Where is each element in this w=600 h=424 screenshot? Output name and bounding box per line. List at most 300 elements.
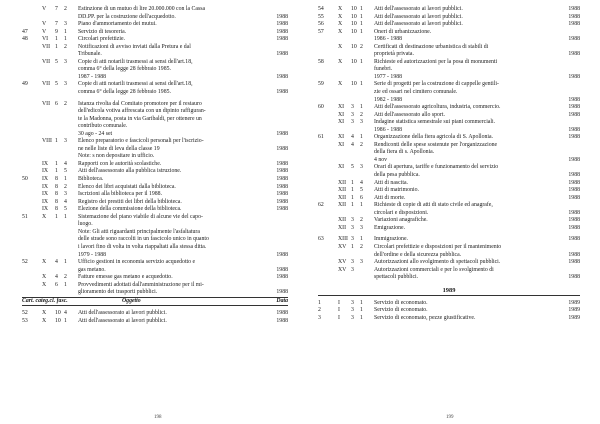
entry-row xyxy=(318,217,580,225)
entry-class: 3 xyxy=(351,104,354,111)
entry-date: 1988 xyxy=(276,51,288,58)
entry-fascicle: 1 xyxy=(64,36,67,43)
entry-row xyxy=(22,168,288,176)
entry-subject: Ufficio gestioni in economia servizio acquedotto e xyxy=(78,259,196,266)
entry-category: X xyxy=(338,43,343,50)
entry-subject: della fiera di s. Apollonia. xyxy=(374,149,435,156)
entry-subject: Certificati di destinazione urbanistica di stabili di xyxy=(374,43,489,50)
entry-subject: gas metano. xyxy=(78,266,106,273)
entry-row xyxy=(318,119,580,127)
entry-subject: Note: s non depositare in ufficio. xyxy=(78,153,155,160)
entry-category: XII xyxy=(338,224,347,231)
entry-category: VI xyxy=(42,36,49,43)
entry-row xyxy=(318,236,580,244)
entry-subject: 1987 - 1988 xyxy=(78,73,107,80)
entry-date: 1988 xyxy=(276,191,288,198)
entry-row xyxy=(318,259,580,267)
entry-row xyxy=(318,149,580,157)
entry-row xyxy=(22,101,288,109)
entry-category: X xyxy=(338,58,343,65)
entry-class: 5 xyxy=(55,58,58,65)
entry-number: 54 xyxy=(318,6,324,12)
entry-category: XII xyxy=(338,217,347,224)
entry-subject: luogo. xyxy=(78,221,93,228)
entry-number: 58 xyxy=(318,58,324,65)
entry-date: 1988 xyxy=(276,168,288,175)
entry-subject: Immigrazione. xyxy=(374,236,408,243)
entry-row xyxy=(22,6,288,14)
entry-row xyxy=(22,206,288,214)
entry-row xyxy=(318,97,580,105)
entry-number: 2 xyxy=(318,307,321,314)
entry-class: 4 xyxy=(55,274,58,281)
entry-fascicle: 1 xyxy=(360,134,363,141)
entry-category: XV xyxy=(338,243,347,250)
entry-fascicle: 2 xyxy=(64,274,67,281)
entry-subject: Copie di atti notarili trasmessi ai sensi dell'art.18, xyxy=(78,58,193,65)
entry-date: 1988 xyxy=(568,6,580,12)
entry-class: 3 xyxy=(351,314,354,321)
entry-row xyxy=(22,236,288,244)
entry-date: 1988 xyxy=(568,96,580,103)
entry-subject: Atti dell'assessorato agricoltura, industria, commercio. xyxy=(374,104,501,111)
entry-subject: Servizio di economato. xyxy=(374,299,428,306)
entry-category: XIII xyxy=(338,236,348,243)
entry-date: 1988 xyxy=(276,13,288,20)
entry-category: XII xyxy=(338,187,347,194)
entry-number: 61 xyxy=(318,134,324,141)
entry-class: 1 xyxy=(55,160,58,167)
entry-subject: 4 nov xyxy=(374,156,388,163)
entry-subject: spettacoli pubblici. xyxy=(374,274,419,281)
entry-fascicle: 1 xyxy=(64,213,67,220)
entry-row xyxy=(22,29,288,37)
entry-subject: Estinzione di un mutuo di lire 20.000.000 con la Cassa xyxy=(78,6,206,12)
entry-date: 1988 xyxy=(276,160,288,167)
entry-fascicle: 2 xyxy=(360,243,363,250)
entry-class: 1 xyxy=(55,43,58,50)
entry-row xyxy=(318,267,580,275)
left-entries xyxy=(22,6,288,297)
entry-category: V xyxy=(42,6,47,12)
entry-date: 1988 xyxy=(276,28,288,35)
entry-class: 10 xyxy=(351,13,357,20)
entry-class: 1 xyxy=(351,187,354,194)
entry-subject: zie ed ossari nel cimitero comunale. xyxy=(374,89,458,96)
entry-date: 1988 xyxy=(276,130,288,137)
entry-subject: delle strade sono raccolti in un fascicolo unico in quanto xyxy=(78,236,209,243)
entry-date: 1988 xyxy=(276,289,288,296)
entry-fascicle: 1 xyxy=(64,176,67,183)
entry-row xyxy=(22,282,288,290)
entry-date: 1988 xyxy=(568,51,580,58)
entry-fascicle: 3 xyxy=(360,164,363,171)
entry-date: 1988 xyxy=(276,317,288,324)
entry-subject: 30 ago - 24 set xyxy=(78,130,113,137)
entry-category: X xyxy=(42,259,47,266)
entry-date: 1988 xyxy=(276,274,288,281)
entry-class: 3 xyxy=(351,111,354,118)
entry-date: 1988 xyxy=(276,176,288,183)
entry-class: 7 xyxy=(55,21,58,28)
entry-subject: Variazioni anagrafiche. xyxy=(374,217,428,224)
entry-fascicle: 3 xyxy=(360,119,363,126)
entry-category: I xyxy=(338,314,340,321)
entry-subject: Piano d'ammortamento dei mutui. xyxy=(78,21,157,28)
entry-number: 49 xyxy=(22,81,28,88)
right-entries-after xyxy=(318,300,580,323)
entry-class: 3 xyxy=(351,224,354,231)
entry-row xyxy=(22,176,288,184)
entry-fascicle: 3 xyxy=(64,138,67,145)
entry-date: 1988 xyxy=(568,156,580,163)
entry-class: 3 xyxy=(351,259,354,266)
entry-row xyxy=(22,123,288,131)
entry-subject: Rendiconti delle spese sostenute per l'organizzazione xyxy=(374,141,498,148)
entry-subject: Serie di progetti per la costruzione di cappelle gentili- xyxy=(374,81,499,88)
entry-row xyxy=(22,244,288,252)
entry-fascicle: 1 xyxy=(360,81,363,88)
entry-number: 47 xyxy=(22,28,28,35)
entry-row xyxy=(22,267,288,275)
entry-subject: 1982 - 1988 xyxy=(374,96,403,103)
entry-category: X xyxy=(338,13,343,20)
entry-subject: Atti dell'assessorato ai lavori pubblici. xyxy=(78,317,167,324)
entry-category: XI xyxy=(338,134,345,141)
entry-class: 3 xyxy=(351,217,354,224)
entry-fascicle: 3 xyxy=(64,81,67,88)
entry-subject: funebri. xyxy=(374,66,393,73)
entry-category: I xyxy=(338,307,340,314)
entry-row xyxy=(318,274,580,282)
entry-category: XV xyxy=(338,266,347,273)
entry-date: 1988 xyxy=(568,236,580,243)
entry-date: 1988 xyxy=(568,209,580,216)
entry-category: IX xyxy=(42,160,49,167)
entry-date: 1988 xyxy=(276,206,288,213)
entry-row xyxy=(318,307,580,315)
entry-row xyxy=(318,210,580,218)
entry-category: XI xyxy=(338,111,345,118)
entry-number: 53 xyxy=(22,317,28,324)
entry-fascicle: 1 xyxy=(64,317,67,324)
entry-date: 1988 xyxy=(568,217,580,224)
entry-fascicle: 5 xyxy=(64,168,67,175)
entry-subject: Note: Gli atti riguardanti principalmente l'asfaltatura xyxy=(78,228,200,235)
entry-fascicle: 2 xyxy=(360,217,363,224)
entry-class: 4 xyxy=(351,134,354,141)
entry-date: 1989 xyxy=(568,314,580,321)
entry-row xyxy=(22,51,288,59)
entry-date: 1988 xyxy=(568,21,580,28)
entry-fascicle: 4 xyxy=(360,179,363,186)
entry-subject: Provvedimenti adottati dall'amministrazione per il mi- xyxy=(78,281,204,288)
entry-category: IX xyxy=(42,183,49,190)
entry-category: VII xyxy=(42,81,51,88)
entry-class: 5 xyxy=(55,81,58,88)
entry-date: 1988 xyxy=(276,145,288,152)
entry-category: IX xyxy=(42,168,49,175)
entry-subject: dell'edicola votiva affrescata con un dipinto raffiguran- xyxy=(78,108,206,115)
page-number-right: 199 xyxy=(446,415,454,420)
entry-number: 50 xyxy=(22,176,28,183)
entry-row xyxy=(22,252,288,260)
entry-number: 51 xyxy=(22,213,28,220)
entry-category: IX xyxy=(42,206,49,213)
entry-date: 1988 xyxy=(276,21,288,28)
entry-fascicle: 3 xyxy=(64,21,67,28)
entry-row xyxy=(22,153,288,161)
entry-subject: Orari di apertura, tariffe e funzionamento del servizio xyxy=(374,164,499,171)
entry-date: 1988 xyxy=(568,187,580,194)
entry-category: IX xyxy=(42,191,49,198)
entry-subject: Organizzazione della fiera agricola di S. Apollonia. xyxy=(374,134,494,141)
entry-subject: Iscrizioni alla biblioteca per il 1988. xyxy=(78,191,163,198)
entry-row xyxy=(22,310,288,318)
entry-fascicle: 1 xyxy=(360,6,363,12)
entry-row xyxy=(22,289,288,297)
entry-category: XI xyxy=(338,119,345,126)
entry-category: I xyxy=(338,299,340,306)
entry-class: 10 xyxy=(351,28,357,35)
entry-subject: Atti dell'assessorato ai lavori pubblici. xyxy=(374,21,463,28)
page-number-left: 198 xyxy=(154,415,162,420)
left-entries-after xyxy=(22,310,288,325)
entry-fascicle: 2 xyxy=(64,43,67,50)
entry-subject: della pesa pubblica. xyxy=(374,172,420,179)
entry-subject: Elezione della commissione della biblioteca. xyxy=(78,206,182,213)
entry-category: XII xyxy=(338,194,347,201)
right-column xyxy=(318,6,580,322)
entry-class: 8 xyxy=(55,191,58,198)
entry-subject: Circolari prefettizie e disposizioni per il mantenimento xyxy=(374,243,502,250)
entry-class: 10 xyxy=(351,58,357,65)
entry-date: 1988 xyxy=(568,274,580,281)
entry-category: X xyxy=(42,274,47,281)
entry-class: 10 xyxy=(351,21,357,28)
entry-row xyxy=(318,134,580,142)
entry-fascicle: 4 xyxy=(64,198,67,205)
entry-subject: Istanza rivolta dal Comitato promotore per il restauro xyxy=(78,100,202,107)
entry-row xyxy=(318,142,580,150)
entry-row xyxy=(22,44,288,52)
entry-class: 8 xyxy=(55,206,58,213)
entry-subject: dell'ordine e della sicurezza pubblica. xyxy=(374,251,462,258)
entry-date: 1988 xyxy=(568,194,580,201)
entry-category: VII xyxy=(42,100,51,107)
header-label: Cart. categ.cl. fasc. xyxy=(22,297,68,304)
entry-fascicle: 3 xyxy=(360,259,363,266)
entry-subject: Indagine statistica semestrale sui piani commerciali. xyxy=(374,119,496,126)
entry-class: 10 xyxy=(351,43,357,50)
entry-date: 1989 xyxy=(568,307,580,314)
entry-date: 1988 xyxy=(276,183,288,190)
entry-fascicle: 2 xyxy=(64,100,67,107)
entry-subject: Biblioteca. xyxy=(78,176,104,183)
entry-date: 1988 xyxy=(568,134,580,141)
entry-date: 1988 xyxy=(276,89,288,96)
entry-row xyxy=(318,59,580,67)
entry-date: 1989 xyxy=(568,299,580,306)
entry-row xyxy=(318,244,580,252)
entry-fascicle: 3 xyxy=(64,58,67,65)
entry-subject: 1977 - 1988 xyxy=(374,73,403,80)
entry-fascicle: 1 xyxy=(360,299,363,306)
entry-row xyxy=(318,81,580,89)
entry-row xyxy=(22,138,288,146)
entry-date: 1988 xyxy=(568,172,580,179)
entry-row xyxy=(22,116,288,124)
entry-number: 59 xyxy=(318,81,324,88)
entry-subject: Atti dell'assessorato alla pubblica istruzione. xyxy=(78,168,182,175)
entry-row xyxy=(318,6,580,14)
entry-row xyxy=(318,225,580,233)
entry-subject: Fatture emesse gas metano e acquedotto. xyxy=(78,274,173,281)
entry-class: 7 xyxy=(55,6,58,12)
entry-date: 1988 xyxy=(276,310,288,317)
entry-subject: Atti di morte. xyxy=(374,194,406,201)
entry-subject: Oneri di urbanizzazione. xyxy=(374,28,432,35)
entry-class: 8 xyxy=(55,183,58,190)
entry-subject: Autorizzazioni commerciali e per lo svolgimento di xyxy=(374,266,494,273)
entry-subject: Servizio di economato, pezze giustificative. xyxy=(374,314,476,321)
entry-subject: 1986 - 1988 xyxy=(374,36,403,43)
entry-number: 57 xyxy=(318,28,324,35)
entry-subject: i lavori fino di volta in volta riappaltati alla stessa ditta. xyxy=(78,243,207,250)
entry-category: X xyxy=(338,28,343,35)
entry-subject: Rapporti con le autorità scolastiche. xyxy=(78,160,162,167)
entry-class: 5 xyxy=(351,164,354,171)
entry-fascicle: 1 xyxy=(360,58,363,65)
entry-fascicle: 4 xyxy=(64,310,67,317)
entry-class: 1 xyxy=(351,179,354,186)
entry-fascicle: 5 xyxy=(360,187,363,194)
entry-row xyxy=(22,74,288,82)
entry-subject: Atti di nascita. xyxy=(374,179,408,186)
entry-category: X xyxy=(338,6,343,12)
entry-date: 1988 xyxy=(276,73,288,80)
entry-row xyxy=(318,172,580,180)
entry-row xyxy=(22,146,288,154)
entry-subject: te la Madonna, posta in via Garibaldi, per ottenere un xyxy=(78,115,202,122)
entry-class: 3 xyxy=(351,266,354,273)
entry-fascicle: 2 xyxy=(360,141,363,148)
entry-category: VII xyxy=(42,58,51,65)
entry-fascicle: 2 xyxy=(360,43,363,50)
entry-row xyxy=(22,89,288,97)
entry-class: 1 xyxy=(55,213,58,220)
entry-fascicle: 1 xyxy=(360,236,363,243)
entry-category: X xyxy=(338,21,343,28)
entry-number: 52 xyxy=(22,310,28,317)
entry-class: 10 xyxy=(351,6,357,12)
entry-subject: Copie di atti notarili trasmessi ai sensi dell'art.18, xyxy=(78,81,193,88)
entry-subject: Elenco preparatorio e fascicoli personali per l'iscrizio- xyxy=(78,138,204,145)
entry-number: 52 xyxy=(22,259,28,266)
entry-fascicle: 1 xyxy=(360,13,363,20)
entry-class: 1 xyxy=(351,202,354,209)
entry-number: 63 xyxy=(318,236,324,243)
entry-subject: Elenco dei libri acquistati dalla biblioteca. xyxy=(78,183,176,190)
entry-row xyxy=(318,44,580,52)
entry-subject: Registro dei prestiti dei libri della biblioteca. xyxy=(78,198,182,205)
entry-date: 1988 xyxy=(568,126,580,133)
entry-row xyxy=(22,191,288,199)
year-heading: 1989 xyxy=(442,286,456,294)
entry-row xyxy=(22,21,288,29)
entry-class: 1 xyxy=(55,168,58,175)
entry-fascicle: 1 xyxy=(64,259,67,266)
entry-date: 1988 xyxy=(276,36,288,43)
entry-date: 1988 xyxy=(568,73,580,80)
entry-date: 1988 xyxy=(568,13,580,20)
entry-number: 55 xyxy=(318,13,324,20)
entry-subject: Atti dell'assessorato allo sport. xyxy=(374,111,445,118)
entry-row xyxy=(318,51,580,59)
entry-date: 1988 xyxy=(568,224,580,231)
entry-subject: Emigrazione. xyxy=(374,224,406,231)
entry-fascicle: 1 xyxy=(64,28,67,35)
entry-fascicle: 3 xyxy=(360,224,363,231)
entry-date: 1988 xyxy=(568,36,580,43)
entry-row xyxy=(318,66,580,74)
entry-subject: Autorizzazioni allo svolgimento di spettacoli pubblici. xyxy=(374,259,501,266)
entry-subject: comma 6° della legge 28 febbraio 1985. xyxy=(78,89,171,96)
entry-number: 3 xyxy=(318,314,321,321)
entry-row xyxy=(22,161,288,169)
entry-fascicle: 1 xyxy=(360,307,363,314)
entry-class: 8 xyxy=(55,198,58,205)
entry-date: 1988 xyxy=(276,266,288,273)
entry-row xyxy=(22,221,288,229)
entry-row xyxy=(318,21,580,29)
entry-fascicle: 1 xyxy=(64,281,67,288)
table-header xyxy=(22,297,288,306)
left-column xyxy=(22,6,288,325)
entry-class: 10 xyxy=(351,81,357,88)
entry-class: 3 xyxy=(351,236,354,243)
entry-row xyxy=(22,108,288,116)
entry-subject: 1979 - 1988 xyxy=(78,251,107,258)
entry-class: 4 xyxy=(351,141,354,148)
entry-subject: Servizio di economato. xyxy=(374,307,428,314)
entry-row xyxy=(22,214,288,222)
entry-subject: DD.PP. per la costruzione dell'acquedotto. xyxy=(78,13,176,20)
entry-subject: ne nelle liste di leva della classe 19 xyxy=(78,145,160,152)
entry-row xyxy=(318,315,580,323)
entry-row xyxy=(318,187,580,195)
entry-fascicle: 6 xyxy=(360,194,363,201)
entry-row xyxy=(318,89,580,97)
entry-number: 56 xyxy=(318,21,324,28)
entry-class: 3 xyxy=(351,299,354,306)
entry-fascicle: 5 xyxy=(64,206,67,213)
entry-category: IX xyxy=(42,176,49,183)
entry-class: 1 xyxy=(351,194,354,201)
entry-number: 1 xyxy=(318,299,321,306)
entry-class: 1 xyxy=(55,36,58,43)
entry-class: 9 xyxy=(55,28,58,35)
entry-fascicle: 1 xyxy=(360,21,363,28)
entry-category: X xyxy=(42,317,47,324)
entry-category: XI xyxy=(338,141,345,148)
entry-category: XII xyxy=(338,202,347,209)
entry-row xyxy=(22,274,288,282)
entry-row xyxy=(22,66,288,74)
entry-row xyxy=(318,252,580,260)
entry-subject: proprietà privata. xyxy=(374,51,414,58)
entry-row xyxy=(318,29,580,37)
